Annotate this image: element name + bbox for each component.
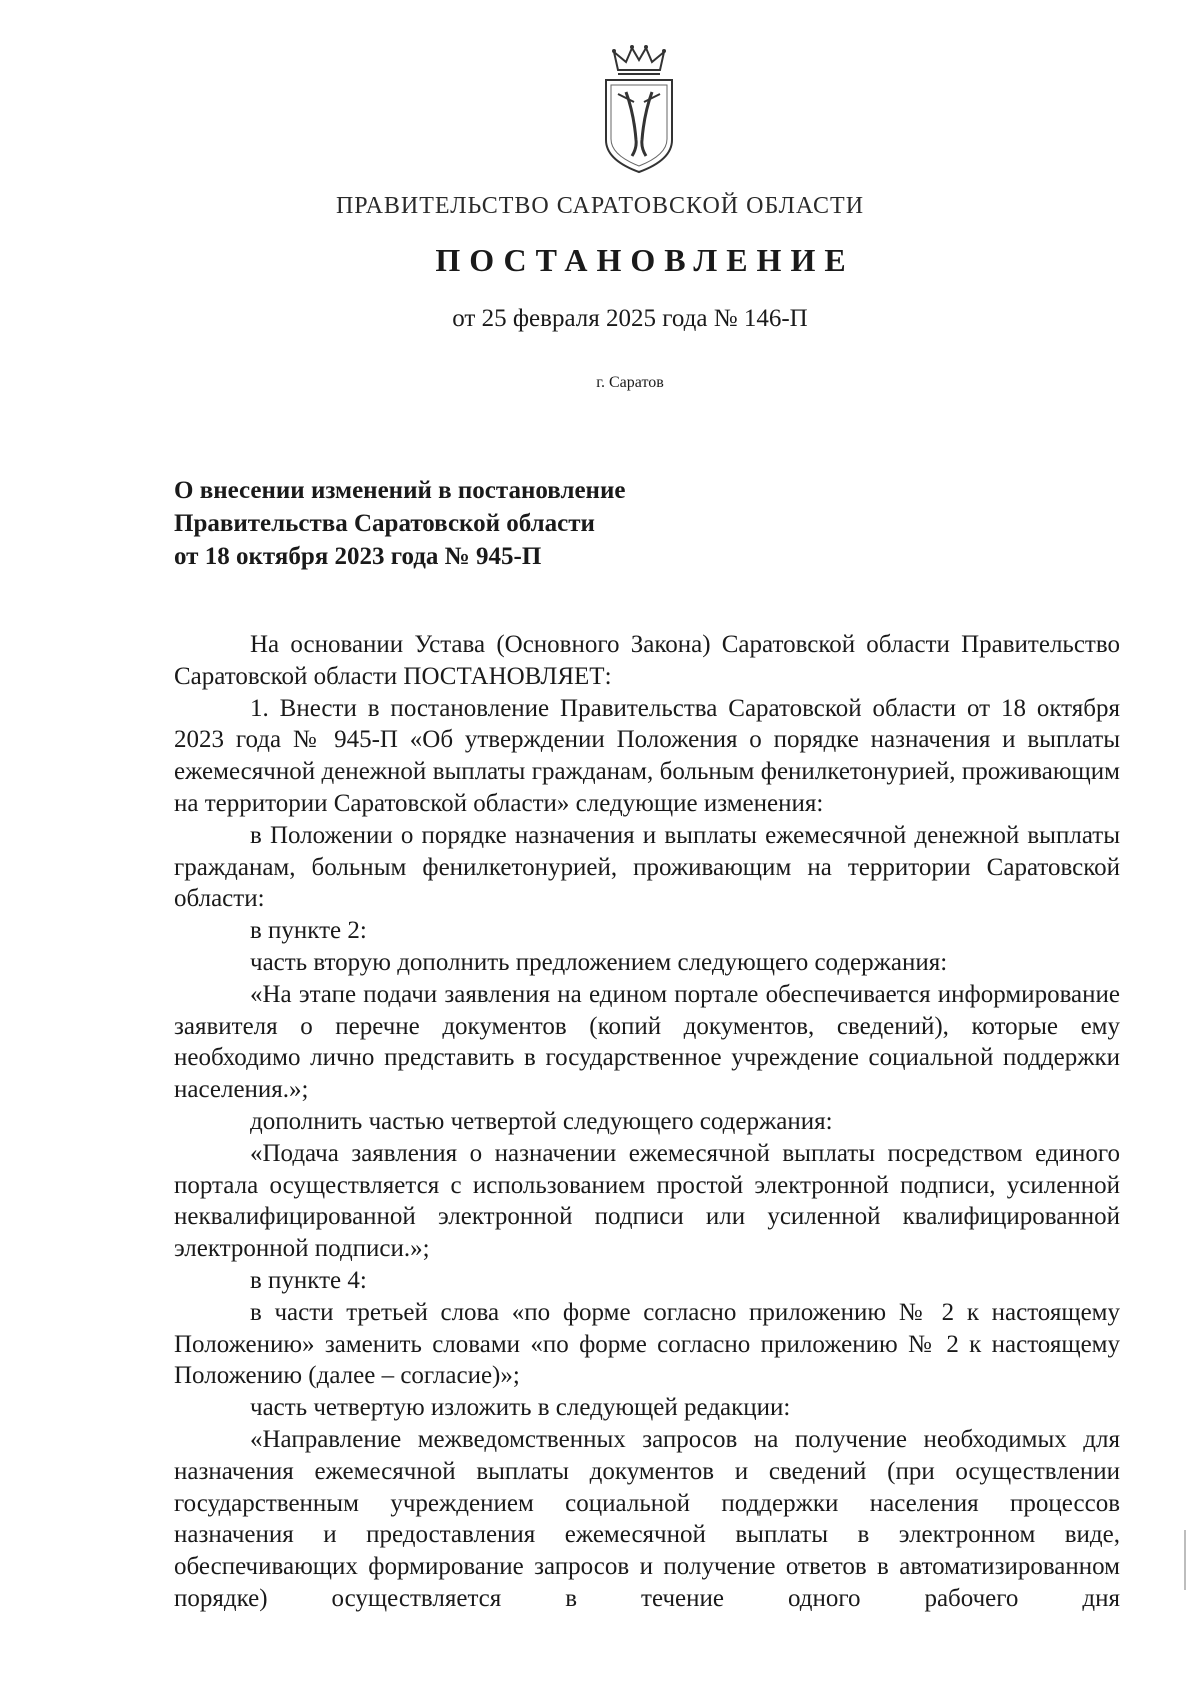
subject-line: от 18 октября 2023 года № 945-П [174,543,542,570]
saratov-coat-of-arms-icon [596,44,682,174]
subject-line: О внесении изменений в постановление [174,477,626,504]
document-type: ПОСТАНОВЛЕНИЕ [435,242,855,278]
document-body [174,629,1120,1615]
paragraph: в пункте 2: [250,917,367,945]
issuing-authority: ПРАВИТЕЛЬСТВО САРАТОВСКОЙ ОБЛАСТИ [335,193,865,219]
paragraph: «На этапе подачи заявления на едином портале обеспечивается информирование заявителя о перечне документов (копий документов, сведений), которые ему необходимо лично представить в государственное учреждение социальной поддержки населения.»; [174,980,1120,1104]
paragraph: «Направление межведомственных запросов на получение необходимых для назначения ежемесячной выплаты документов и сведений (при осуществлении государственным учреждением социальной поддержки населения процессов назначения и предоставления ежемесячной выплаты в электронном виде, обеспечивающих формирование запросов и получение ответов в автоматизированном порядке) осуществляется в течение одного рабочего дня [174,1425,1120,1612]
document-date-number: от 25 февраля 2025 года № 146-П [452,305,808,332]
paragraph: «Подача заявления о назначении ежемесячной выплаты посредством единого портала осуществляется с использованием простой электронной подписи, усиленной неквалифицированной электронной подписи или усиленной квалифицированной электронной подписи.»; [174,1139,1120,1263]
paragraph: 1. Внести в постановление Правительства Саратовской области от 18 октября 2023 года № 945-П «Об утверждении Положения о порядке назначения и выплаты ежемесячной денежной выплаты гражданам, больным фенилкетонурией, проживающим на территории Саратовской области» следующие изменения: [174,694,1120,817]
document-subject [174,474,625,573]
paragraph: часть вторую дополнить предложением следующего содержания: [250,948,948,976]
paragraph: в части третьей слова «по форме согласно приложению № 2 к настоящему Положению» заменить словами «по форме согласно приложению № 2 к настоящему Положению (далее – согласие)»; [174,1298,1120,1390]
paragraph: в Положении о порядке назначения и выплаты ежемесячной денежной выплаты гражданам, больным фенилкетонурией, проживающим на территории Саратовской области: [174,821,1120,913]
paragraph: дополнить частью четвертой следующего содержания: [250,1107,833,1135]
paragraph: в пункте 4: [250,1266,367,1294]
document-city: г. Саратов [596,374,664,391]
scan-edge-mark [1184,1530,1186,1590]
paragraph: На основании Устава (Основного Закона) Саратовской области Правительство Саратовской области ПОСТАНОВЛЯЕТ: [174,631,1120,690]
paragraph: часть четвертую изложить в следующей редакции: [250,1394,791,1422]
subject-line: Правительства Саратовской области [174,510,595,537]
